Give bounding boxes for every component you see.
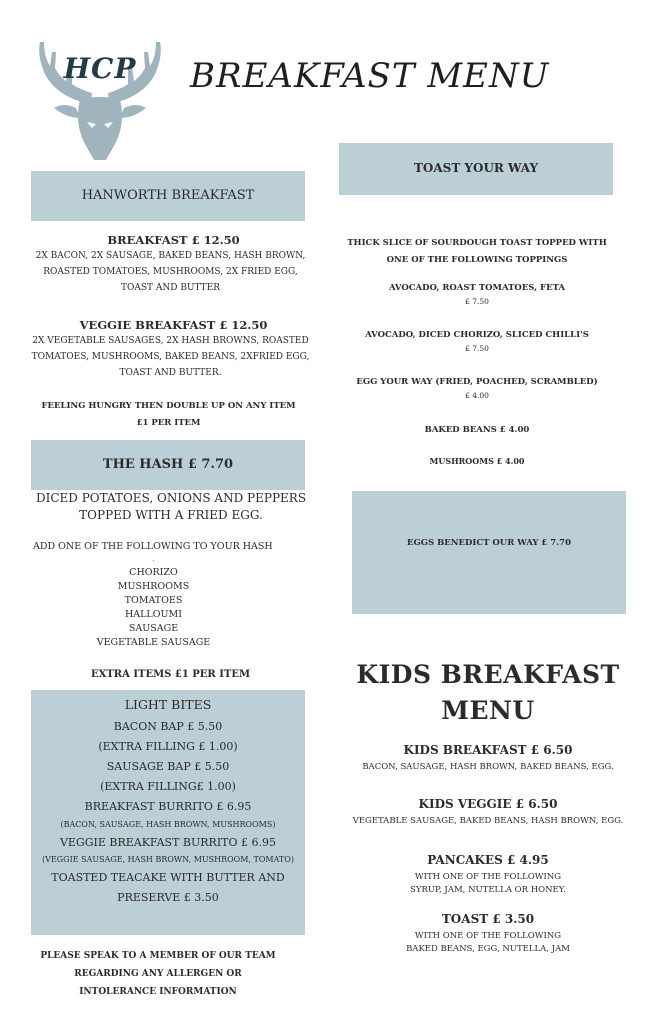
eggs-benedict-panel	[352, 491, 626, 614]
toast-description-line: THICK SLICE OF SOURDOUGH TOAST TOPPED WITH	[347, 238, 607, 248]
hash-option: TOMATOES	[124, 595, 183, 606]
light-bite-item: VEGGIE BREAKFAST BURRITO £ 6.95	[59, 836, 277, 849]
logo-text: HCP	[63, 52, 137, 85]
light-bite-item: BACON BAP £ 5.50	[113, 720, 223, 733]
kids-item-heading: KIDS VEGGIE £ 6.50	[418, 797, 558, 811]
light-bite-item: PRESERVE £ 3.50	[117, 891, 219, 904]
hash-title: THE HASH £ 7.70	[102, 457, 234, 472]
kids-title-line: KIDS BREAKFAST	[356, 660, 620, 689]
toast-item-name: AVOCADO, DICED CHORIZO, SLICED CHILLI'S	[365, 330, 589, 340]
light-bite-item: TOASTED TEACAKE WITH BUTTER AND	[51, 871, 285, 884]
light-bite-item: BREAKFAST BURRITO £ 6.95	[84, 800, 252, 813]
allergen-line: REGARDING ANY ALLERGEN OR	[74, 969, 242, 979]
light-bite-detail: (VEGGIE SAUSAGE, HASH BROWN, MUSHROOM, TOMATO)	[42, 855, 294, 864]
kids-item-description: WITH ONE OF THE FOLLOWING	[414, 872, 562, 882]
veggie-breakfast-description: 2X VEGETABLE SAUSAGES, 2X HASH BROWNS, ROASTED TOMATOES, MUSHROOMS, BAKED BEANS, 2XFRIED EGG, TOAST AND BUTTER.	[31, 336, 310, 378]
hash-option: VEGETABLE SAUSAGE	[96, 637, 211, 648]
double-up-note	[31, 398, 306, 432]
extra-items-note: EXTRA ITEMS £1 PER ITEM	[90, 669, 251, 680]
kids-item-description: WITH ONE OF THE FOLLOWING	[414, 931, 562, 941]
hash-option: CHORIZO	[129, 567, 178, 578]
kids-item-heading: KIDS BREAKFAST £ 6.50	[403, 743, 573, 757]
toast-item	[342, 377, 612, 400]
page-title: BREAKFAST MENU	[190, 56, 550, 96]
hash-add-text: ADD ONE OF THE FOLLOWING TO YOUR HASH	[33, 541, 273, 552]
hash-description: DICED POTATOES, ONIONS AND PEPPERS TOPPED WITH A FRIED EGG.	[35, 491, 307, 522]
double-up-price: £1 PER ITEM	[136, 418, 201, 428]
light-bite-item: (EXTRA FILLING £ 1.00)	[98, 740, 238, 753]
toast-title: TOAST YOUR WAY	[413, 161, 539, 175]
hash-option: SAUSAGE	[128, 623, 179, 634]
kids-title-line: MENU	[441, 696, 535, 725]
eggs-benedict-title: EGGS BENEDICT OUR WAY £ 7.70	[406, 538, 572, 548]
allergen-line: PLEASE SPEAK TO A MEMBER OF OUR TEAM	[40, 951, 276, 961]
allergen-notice	[33, 947, 283, 1001]
light-bites-title: LIGHT BITES	[124, 697, 212, 712]
toast-item-name: EGG YOUR WAY (FRIED, POACHED, SCRAMBLED)	[356, 377, 598, 387]
hash-option: HALLOUMI	[124, 609, 183, 620]
toast-item	[342, 330, 612, 353]
hash-dot: .	[152, 556, 155, 563]
light-bite-item: (EXTRA FILLING£ 1.00)	[100, 780, 236, 793]
logo	[30, 38, 170, 163]
allergen-line: INTOLERANCE INFORMATION	[79, 987, 237, 997]
light-bite-item: SAUSAGE BAP £ 5.50	[106, 760, 230, 773]
kids-menu-title	[350, 657, 626, 729]
breakfast-description: 2X BACON, 2X SAUSAGE, BAKED BEANS, HASH BROWN, ROASTED TOMATOES, MUSHROOMS, 2X FRIED EGG, TOAST AND BUTTER	[35, 251, 306, 293]
toast-description	[342, 235, 612, 269]
veggie-breakfast-heading: VEGGIE BREAKFAST £ 12.50	[79, 318, 268, 332]
toast-item-price: £ 4.00	[465, 391, 489, 400]
kids-item-heading: PANCAKES £ 4.95	[427, 853, 549, 867]
toast-item-name: MUSHROOMS £ 4.00	[429, 456, 525, 466]
toast-item-price: £ 7.50	[465, 344, 489, 353]
breakfast-heading: BREAKFAST £ 12.50	[107, 233, 240, 247]
toast-item-name: BAKED BEANS £ 4.00	[424, 425, 530, 435]
kids-item-description: BACON, SAUSAGE, HASH BROWN, BAKED BEANS, EGG.	[362, 762, 614, 772]
toast-description-line: ONE OF THE FOLLOWING TOPPINGS	[386, 255, 568, 265]
toast-item-price: £ 7.50	[465, 297, 489, 306]
double-up-line: FEELING HUNGRY THEN DOUBLE UP ON ANY ITEM	[41, 401, 296, 411]
kids-item-description: BAKED BEANS, EGG, NUTELLA, JAM	[406, 944, 570, 954]
kids-item-description: VEGETABLE SAUSAGE, BAKED BEANS, HASH BROWN, EGG.	[352, 816, 624, 826]
hanworth-title: HANWORTH BREAKFAST	[81, 188, 255, 203]
hash-option: MUSHROOMS	[117, 581, 190, 592]
kids-item-description: SYRUP, JAM, NUTELLA OR HONEY.	[410, 885, 566, 895]
toast-item-name: AVOCADO, ROAST TOMATOES, FETA	[388, 283, 566, 293]
light-bite-detail: (BACON, SAUSAGE, HASH BROWN, MUSHROOMS)	[60, 820, 276, 829]
hash-options-list	[31, 566, 276, 650]
toast-item	[342, 283, 612, 306]
kids-item-heading: TOAST £ 3.50	[441, 912, 535, 926]
